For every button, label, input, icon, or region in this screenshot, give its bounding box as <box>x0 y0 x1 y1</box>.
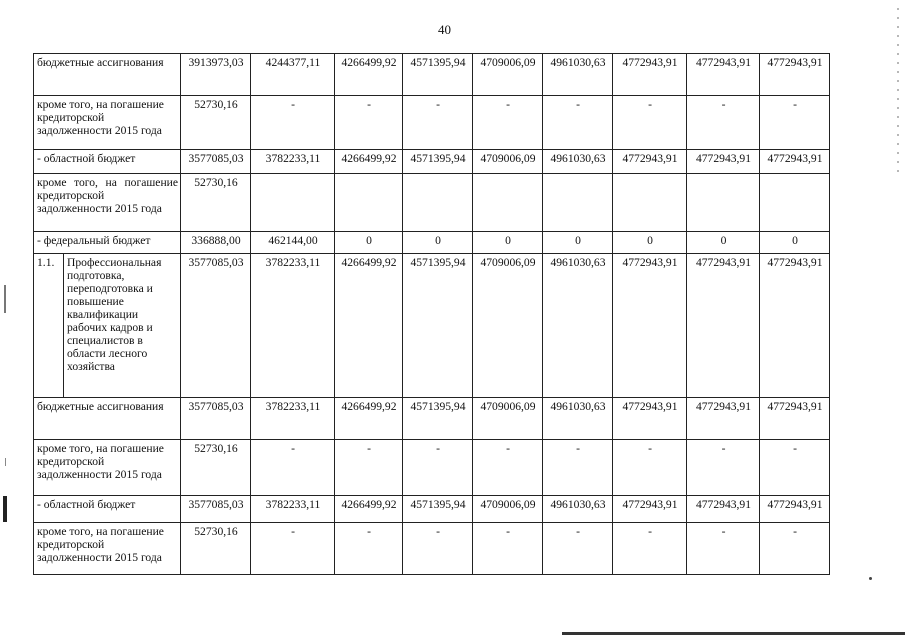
value-cell: 4772943,91 <box>687 54 760 96</box>
scan-line-bottom <box>562 632 905 635</box>
value-cell: - <box>403 440 473 496</box>
value-cell: 0 <box>760 232 830 254</box>
value-cell: - <box>543 440 613 496</box>
value-cell: 52730,16 <box>181 440 251 496</box>
value-cell: 4772943,91 <box>687 496 760 523</box>
value-cell: 4571395,94 <box>403 254 473 398</box>
value-cell: 52730,16 <box>181 96 251 150</box>
value-cell: - <box>251 523 335 575</box>
value-cell: - <box>760 523 830 575</box>
value-cell: 4961030,63 <box>543 398 613 440</box>
value-cell: 4772943,91 <box>613 496 687 523</box>
value-cell <box>403 174 473 232</box>
value-cell: 4709006,09 <box>473 254 543 398</box>
row-label: - областной бюджет <box>34 496 181 523</box>
value-cell: - <box>687 523 760 575</box>
row-label: - областной бюджет <box>34 150 181 174</box>
value-cell: 4571395,94 <box>403 150 473 174</box>
value-cell: 4772943,91 <box>760 496 830 523</box>
value-cell: 4709006,09 <box>473 150 543 174</box>
value-cell: 4772943,91 <box>760 398 830 440</box>
value-cell: - <box>543 523 613 575</box>
value-cell: 4266499,92 <box>335 496 403 523</box>
row-label: бюджетные ассигнования <box>34 398 181 440</box>
value-cell: 462144,00 <box>251 232 335 254</box>
value-cell: - <box>613 96 687 150</box>
value-cell <box>335 174 403 232</box>
value-cell: 3913973,03 <box>181 54 251 96</box>
value-cell: 52730,16 <box>181 523 251 575</box>
row-label: кроме того, на погашение кредиторской задолженности 2015 года <box>34 440 181 496</box>
table-row <box>34 496 830 523</box>
value-cell: 4772943,91 <box>687 254 760 398</box>
value-cell: - <box>613 440 687 496</box>
value-cell: 4772943,91 <box>760 54 830 96</box>
value-cell: - <box>403 523 473 575</box>
value-cell: - <box>760 440 830 496</box>
value-cell: 4266499,92 <box>335 150 403 174</box>
table-row <box>34 254 830 398</box>
table-row <box>34 150 830 174</box>
value-cell: 0 <box>687 232 760 254</box>
row-number: 1.1. <box>34 254 64 398</box>
budget-table <box>33 53 830 575</box>
value-cell: 0 <box>335 232 403 254</box>
value-cell: 3577085,03 <box>181 150 251 174</box>
row-label: кроме того, на погашение кредиторской задолженности 2015 года <box>34 174 181 232</box>
value-cell: 4571395,94 <box>403 54 473 96</box>
value-cell <box>760 174 830 232</box>
value-cell: 4772943,91 <box>760 150 830 174</box>
value-cell: - <box>251 440 335 496</box>
value-cell <box>613 174 687 232</box>
table-row <box>34 54 830 96</box>
table-row <box>34 96 830 150</box>
value-cell: - <box>613 523 687 575</box>
value-cell: 4772943,91 <box>613 54 687 96</box>
table-row <box>34 232 830 254</box>
value-cell: 3577085,03 <box>181 496 251 523</box>
value-cell: 4571395,94 <box>403 496 473 523</box>
table-row <box>34 440 830 496</box>
value-cell: 4772943,91 <box>760 254 830 398</box>
row-label: бюджетные ассигнования <box>34 54 181 96</box>
value-cell: 4961030,63 <box>543 54 613 96</box>
value-cell: 3782233,11 <box>251 254 335 398</box>
row-label: - федеральный бюджет <box>34 232 181 254</box>
row-label: кроме того, на погашение кредиторской задолженности 2015 года <box>34 523 181 575</box>
scan-edge-dots <box>897 8 899 178</box>
row-label: Профессиональная подготовка, переподготовка и повышение квалификации рабочих кадров и специалистов в области лесного хозяйства <box>64 254 181 398</box>
value-cell: 3782233,11 <box>251 398 335 440</box>
value-cell: 0 <box>543 232 613 254</box>
table-row <box>34 523 830 575</box>
table-row <box>34 398 830 440</box>
value-cell: 0 <box>403 232 473 254</box>
value-cell: 3577085,03 <box>181 398 251 440</box>
value-cell: 4266499,92 <box>335 398 403 440</box>
value-cell: 4961030,63 <box>543 496 613 523</box>
value-cell: 3577085,03 <box>181 254 251 398</box>
value-cell <box>473 174 543 232</box>
value-cell: 4571395,94 <box>403 398 473 440</box>
value-cell: 4709006,09 <box>473 398 543 440</box>
value-cell: 0 <box>613 232 687 254</box>
value-cell: - <box>473 96 543 150</box>
scan-mark-left-small <box>5 458 6 466</box>
value-cell: - <box>473 523 543 575</box>
scan-speck <box>869 577 872 580</box>
value-cell: - <box>403 96 473 150</box>
value-cell: - <box>687 96 760 150</box>
value-cell: 4709006,09 <box>473 496 543 523</box>
value-cell: - <box>473 440 543 496</box>
value-cell: 4266499,92 <box>335 254 403 398</box>
value-cell: 4709006,09 <box>473 54 543 96</box>
value-cell: 4772943,91 <box>613 254 687 398</box>
value-cell: - <box>760 96 830 150</box>
value-cell: 0 <box>473 232 543 254</box>
value-cell: 3782233,11 <box>251 150 335 174</box>
value-cell: 336888,00 <box>181 232 251 254</box>
page-number: 40 <box>438 22 451 37</box>
value-cell: 4772943,91 <box>613 398 687 440</box>
value-cell: - <box>687 440 760 496</box>
value-cell: 4266499,92 <box>335 54 403 96</box>
value-cell: 4772943,91 <box>687 150 760 174</box>
scan-mark-left-thick <box>3 496 7 522</box>
value-cell: 4961030,63 <box>543 254 613 398</box>
value-cell: 3782233,11 <box>251 496 335 523</box>
value-cell: 52730,16 <box>181 174 251 232</box>
value-cell <box>687 174 760 232</box>
table-row <box>34 174 830 232</box>
value-cell <box>251 174 335 232</box>
value-cell <box>543 174 613 232</box>
scan-mark-left-thin <box>4 285 6 313</box>
value-cell: - <box>335 96 403 150</box>
value-cell: - <box>335 523 403 575</box>
value-cell: - <box>335 440 403 496</box>
value-cell: - <box>543 96 613 150</box>
value-cell: 4961030,63 <box>543 150 613 174</box>
value-cell: - <box>251 96 335 150</box>
value-cell: 4244377,11 <box>251 54 335 96</box>
value-cell: 4772943,91 <box>613 150 687 174</box>
row-label: кроме того, на погашение кредиторской задолженности 2015 года <box>34 96 181 150</box>
value-cell: 4772943,91 <box>687 398 760 440</box>
